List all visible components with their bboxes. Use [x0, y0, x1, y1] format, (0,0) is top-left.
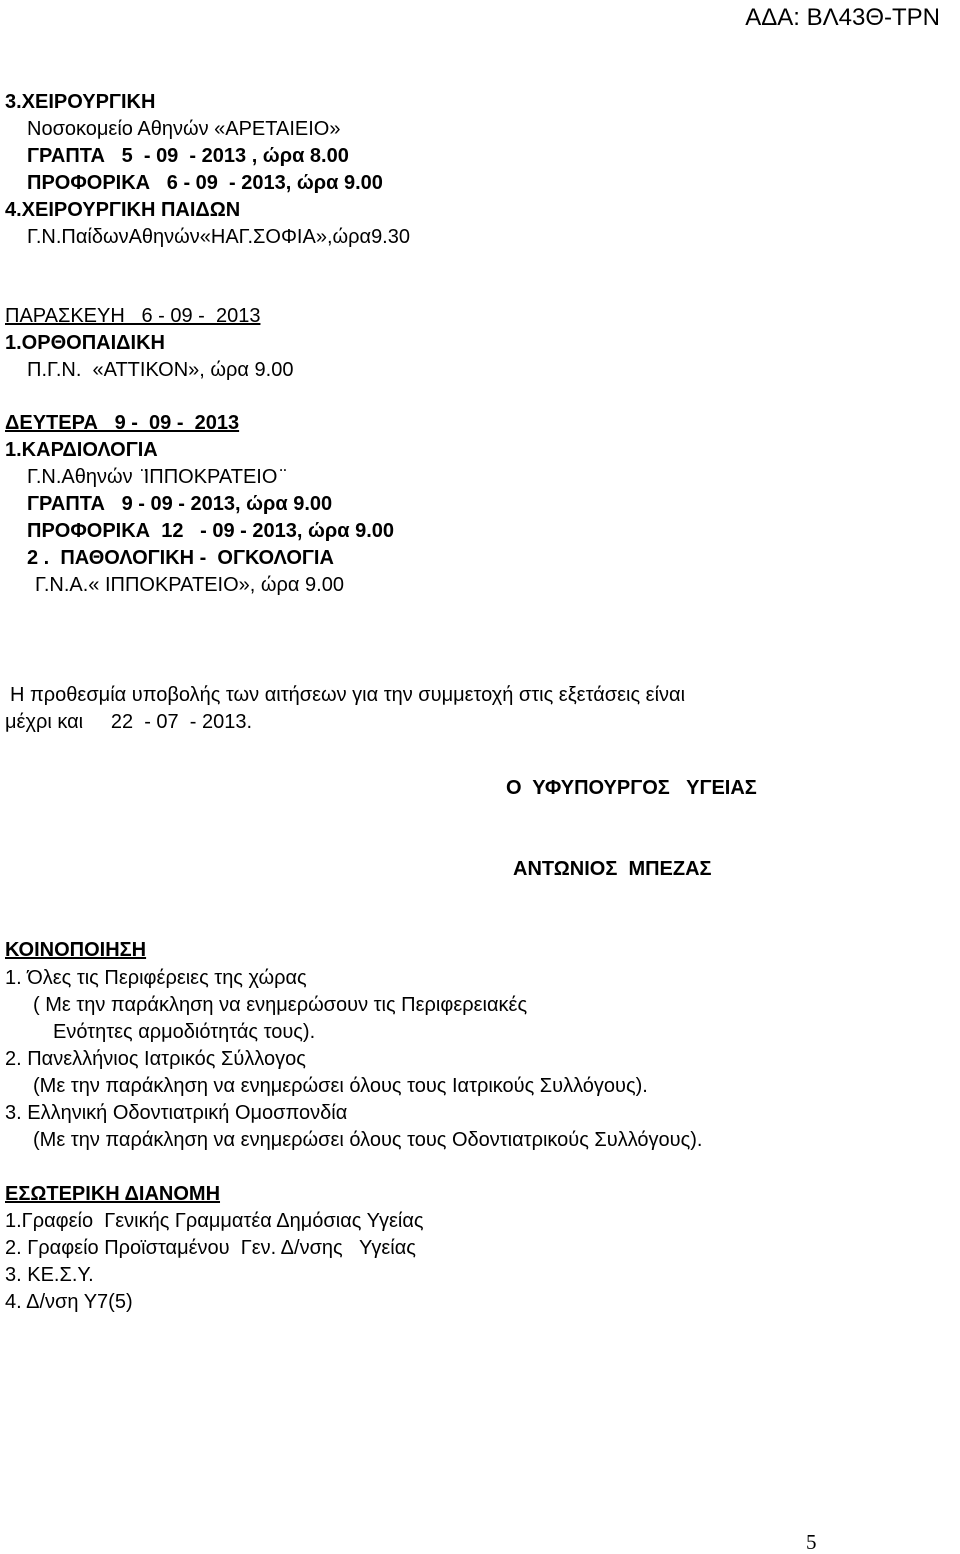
signatory-title: Ο ΥΦΥΠΟΥΡΓΟΣ ΥΓΕΙΑΣ: [506, 777, 757, 799]
heading-surgery: 3.ΧΕΙΡΟΥΡΓΙΚΗ: [5, 91, 156, 113]
written-exam-cardiology: ΓΡΑΠΤΑ 9 - 09 - 2013, ώρα 9.00: [27, 493, 333, 515]
heading-pediatric-surgery: 4.ΧΕΙΡΟΥΡΓΙΚΗ ΠΑΙΔΩΝ: [5, 199, 241, 221]
notification-3-note: (Με την παράκληση να ενημερώσει όλους τους Οδοντιατρικούς Συλλόγους).: [33, 1129, 703, 1151]
notification-3: 3. Ελληνική Οδοντιατρική Ομοσπονδία: [5, 1102, 348, 1124]
oral-exam-surgery: ΠΡΟΦΟΡΙΚΑ 6 - 09 - 2013, ώρα 9.00: [27, 172, 383, 194]
heading-orthopedics: 1.ΟΡΘΟΠΑΙΔΙΚΗ: [5, 332, 165, 354]
deadline-date: μέχρι και 22 - 07 - 2013.: [5, 711, 253, 733]
oral-exam-cardiology: ΠΡΟΦΟΡΙΚΑ 12 - 09 - 2013, ώρα 9.00: [27, 520, 395, 542]
date-monday: ΔΕΥΤΕΡΑ 9 - 09 - 2013: [5, 412, 240, 434]
signatory-name: ΑΝΤΩΝΙΟΣ ΜΠΕΖΑΣ: [513, 858, 712, 880]
hospital-ippokrateio: Γ.Ν.Αθηνών ̈ΙΠΠΟΚΡΑΤΕΙΟ ̈: [27, 466, 283, 488]
distribution-2: 2. Γραφείο Προϊσταμένου Γεν. Δ/νσης Υγείας: [5, 1237, 416, 1259]
distribution-3: 3. ΚΕ.Σ.Υ.: [5, 1264, 94, 1286]
distribution-4: 4. Δ/νση Υ7(5): [5, 1291, 133, 1313]
page-number: 5: [806, 1530, 817, 1554]
heading-cardiology: 1.ΚΑΡΔΙΟΛΟΓΙΑ: [5, 439, 158, 461]
notification-1: 1. Όλες τις Περιφέρειες της χώρας: [5, 967, 307, 989]
date-friday: ΠΑΡΑΣΚΕΥΗ 6 - 09 - 2013: [5, 305, 261, 327]
heading-internal-distribution: ΕΣΩΤΕΡΙΚΗ ΔΙΑΝΟΜΗ: [5, 1183, 221, 1205]
ada-header: ΑΔΑ: ΒΛ43Θ-ΤΡΝ: [745, 4, 940, 31]
deadline-text: Η προθεσμία υποβολής των αιτήσεων για την συμμετοχή στις εξετάσεις είναι: [10, 684, 686, 706]
distribution-1: 1.Γραφείο Γενικής Γραμματέα Δημόσιας Υγείας: [5, 1210, 424, 1232]
hospital-attikon: Π.Γ.Ν. «ΑΤΤΙΚΟΝ», ώρα 9.00: [27, 359, 294, 381]
heading-pathology-oncology: 2 . ΠΑΘΟΛΟΓΙΚΗ - ΟΓΚΟΛΟΓΙΑ: [27, 547, 334, 569]
heading-notification: ΚΟΙΝΟΠΟΙΗΣΗ: [5, 939, 147, 961]
notification-1-note-a: ( Με την παράκληση να ενημερώσουν τις Περιφερειακές: [33, 994, 528, 1016]
notification-2-note: (Με την παράκληση να ενημερώσει όλους τους Ιατρικούς Συλλόγους).: [33, 1075, 648, 1097]
hospital-ippokrateio-2: Γ.Ν.Α.« ΙΠΠΟΚΡΑΤΕΙΟ», ώρα 9.00: [35, 574, 344, 596]
hospital-areteio: Νοσοκομείο Αθηνών «ΑΡΕΤΑΙΕΙΟ»: [27, 118, 341, 140]
notification-1-note-b: Ενότητες αρμοδιότητάς τους).: [53, 1021, 316, 1043]
written-exam-surgery: ΓΡΑΠΤΑ 5 - 09 - 2013 , ώρα 8.00: [27, 145, 349, 167]
notification-2: 2. Πανελλήνιος Ιατρικός Σύλλογος: [5, 1048, 306, 1070]
hospital-agia-sofia: Γ.Ν.ΠαίδωνΑθηνών«ΗΑΓ.ΣΟΦΙΑ»,ώρα9.30: [27, 226, 410, 248]
